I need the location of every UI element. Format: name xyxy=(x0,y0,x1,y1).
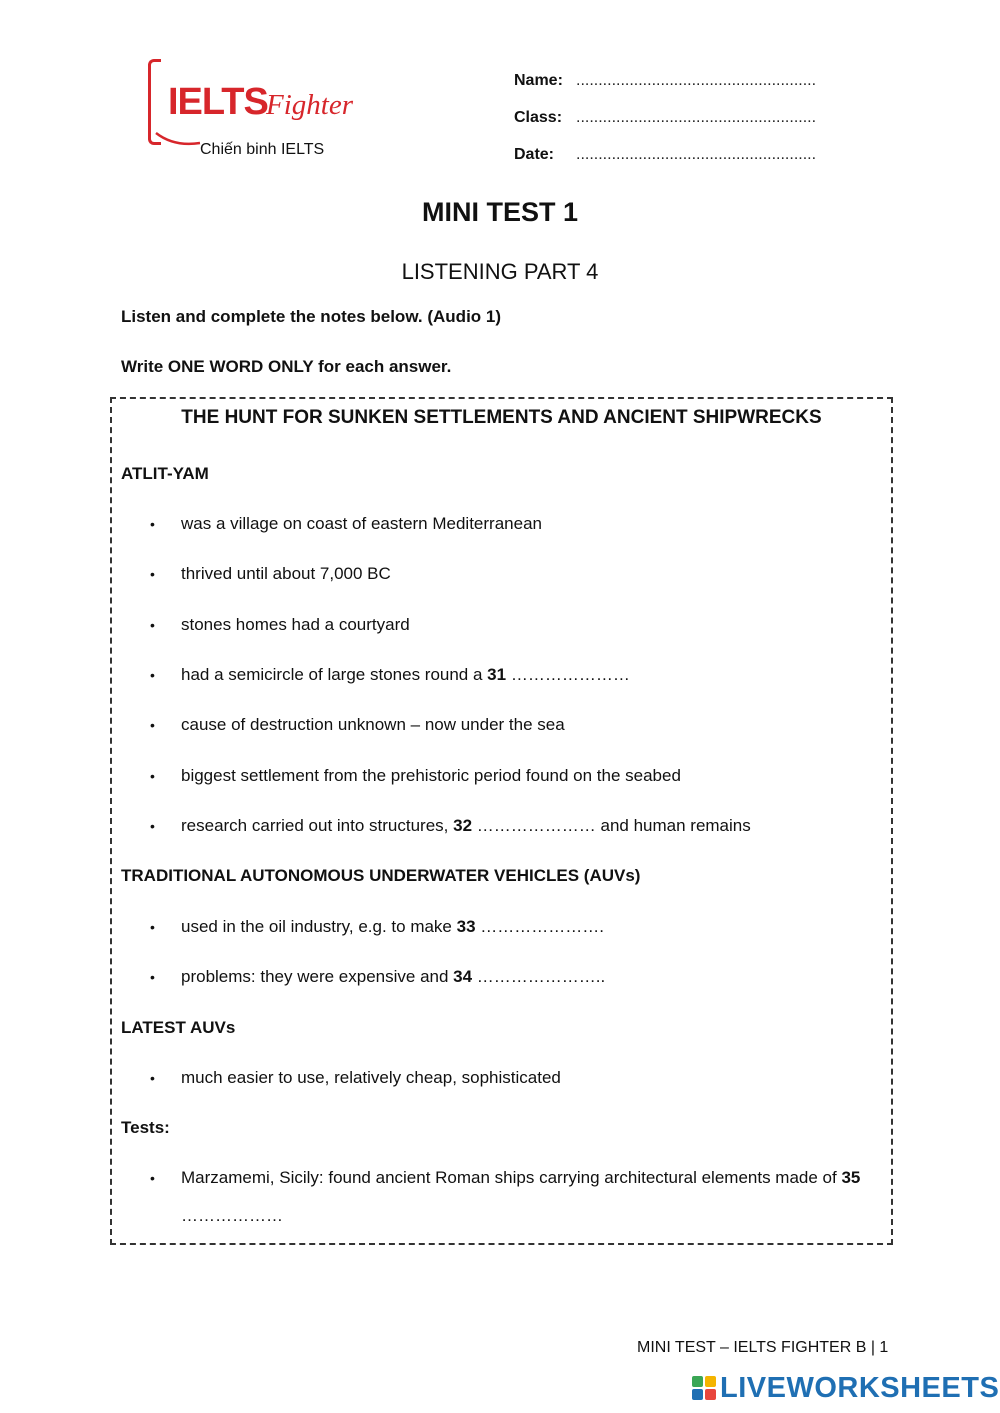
name-label: Name: xyxy=(514,71,563,89)
notes-title: THE HUNT FOR SUNKEN SETTLEMENTS AND ANCIENT SHIPWRECKS xyxy=(181,407,822,428)
list-item-text: was a village on coast of eastern Mediterranean xyxy=(181,514,542,533)
answer-blank-31[interactable]: ………………… xyxy=(506,665,630,684)
list-item-text-pre: Marzamemi, Sicily: found ancient Roman ships carrying architectural elements made of xyxy=(181,1168,842,1187)
bullet-icon: • xyxy=(150,617,155,633)
bullet-icon: • xyxy=(150,717,155,733)
section-heading-tests: Tests: xyxy=(121,1118,170,1137)
logo-brand-main: IELTS xyxy=(168,81,268,123)
liveworksheets-watermark xyxy=(692,1372,999,1404)
instruction-line-1: Listen and complete the notes below. (Audio 1) xyxy=(121,307,502,326)
list-item-text xyxy=(181,1159,881,1235)
ielts-fighter-logo xyxy=(148,55,398,165)
liveworksheets-icon xyxy=(692,1376,716,1400)
list-item-text xyxy=(181,958,605,996)
bullet-icon: • xyxy=(150,818,155,834)
date-field[interactable]: ...................................................... xyxy=(576,145,817,163)
question-number-32: 32 xyxy=(453,816,473,835)
list-item-text: much easier to use, relatively cheap, sophisticated xyxy=(181,1068,561,1087)
bullet-icon: • xyxy=(150,566,155,582)
section-heading-atlit-yam: ATLIT-YAM xyxy=(121,464,209,483)
list-item-text xyxy=(181,908,604,946)
bullet-icon: • xyxy=(150,516,155,532)
answer-blank-34[interactable]: ………………….. xyxy=(472,967,606,986)
instruction-line-2: Write ONE WORD ONLY for each answer. xyxy=(121,357,452,376)
bullet-icon: • xyxy=(150,1170,155,1186)
logo-tagline: Chiến binh IELTS xyxy=(200,141,325,158)
section-heading-traditional-auvs: TRADITIONAL AUTONOMOUS UNDERWATER VEHICLES (AUVs) xyxy=(121,866,641,885)
list-item-text: cause of destruction unknown – now under the sea xyxy=(181,715,565,734)
question-number-31: 31 xyxy=(487,665,507,684)
date-label: Date: xyxy=(514,145,555,163)
bullet-icon: • xyxy=(150,768,155,784)
logo-brand-script: Fighter xyxy=(266,89,353,121)
section-heading-latest-auvs: LATEST AUVs xyxy=(121,1018,236,1037)
name-field[interactable]: ...................................................... xyxy=(576,71,817,89)
student-info xyxy=(514,62,816,173)
answer-blank-35[interactable]: ……………… xyxy=(181,1206,283,1225)
list-item-text: thrived until about 7,000 BC xyxy=(181,564,391,583)
page-title: MINI TEST 1 xyxy=(421,197,578,227)
bullet-icon: • xyxy=(150,1070,155,1086)
list-item-text-pre: research carried out into structures, xyxy=(181,816,454,835)
list-item-text: stones homes had a courtyard xyxy=(181,615,410,634)
question-number-34: 34 xyxy=(453,967,473,986)
list-item-text xyxy=(181,656,630,694)
page-footer: MINI TEST – IELTS FIGHTER B | 1 xyxy=(637,1339,889,1356)
class-field[interactable]: ...................................................... xyxy=(576,108,817,126)
answer-blank-32[interactable]: ………………… and human remains xyxy=(472,816,751,835)
name-row xyxy=(514,62,816,99)
list-item-text-pre: used in the oil industry, e.g. to make xyxy=(181,917,457,936)
question-number-33: 33 xyxy=(456,917,476,936)
list-item-text: biggest settlement from the prehistoric period found on the seabed xyxy=(181,766,681,785)
list-item-text xyxy=(181,807,751,845)
bullet-icon: • xyxy=(150,969,155,985)
liveworksheets-text: LIVEWORKSHEETS xyxy=(720,1371,1000,1404)
list-item-text-pre: problems: they were expensive and xyxy=(181,967,454,986)
class-row xyxy=(514,99,816,136)
page-subtitle: LISTENING PART 4 xyxy=(401,259,599,284)
bullet-icon: • xyxy=(150,667,155,683)
question-number-35: 35 xyxy=(841,1168,861,1187)
date-row xyxy=(514,136,816,173)
answer-blank-33[interactable]: …………………. xyxy=(475,917,604,936)
class-label: Class: xyxy=(514,108,563,126)
bullet-icon: • xyxy=(150,919,155,935)
list-item-text-pre: had a semicircle of large stones round a xyxy=(181,665,488,684)
